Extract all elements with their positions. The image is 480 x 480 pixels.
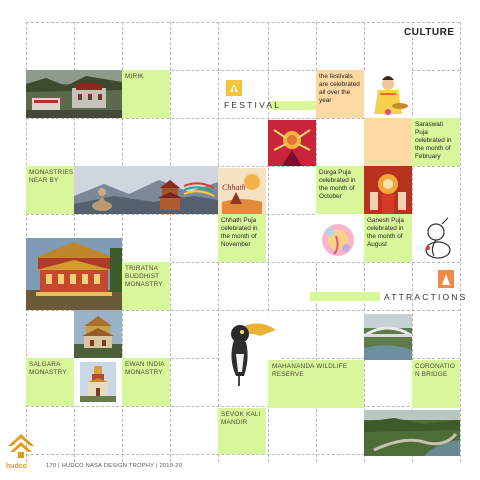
ganesh-label: Ganesh Puja celebrated in the month of August (364, 214, 412, 262)
attractions-icon (438, 270, 454, 288)
hudco-logo (6, 432, 36, 470)
triratna-photo (26, 238, 122, 310)
chhath-label: Chhath Puja celebrated in the month of November (218, 214, 266, 262)
monasteries-label: MONASTRIES NEAR BY (26, 166, 74, 214)
mahananda-label: MAHANANDA WILDLIFE RESERVE (268, 360, 364, 408)
hudco-logo-text: hudco (6, 463, 27, 470)
monasteries-photo (74, 166, 218, 214)
chhath-art-text: Chhath (222, 183, 246, 192)
ewan-photo (74, 358, 122, 406)
festival-heading: FESTIVAL (224, 100, 282, 110)
attractions-heading: ATTRACTIONS (384, 292, 468, 302)
durga-art (268, 120, 316, 166)
attractions-bar (310, 292, 380, 301)
saraswati-label: Saraswati Puja celebrated in the month of February (412, 118, 460, 166)
footer-text: 170 | HUDCO NASA DESIGN TROPHY | 2019-20 (46, 463, 183, 469)
peach-block (364, 118, 412, 166)
coronation-bridge-photo (364, 314, 412, 360)
coronation-label: CORONATIO N BRIDGE (412, 360, 460, 408)
salgara-label: SALGARA MONASTRY (26, 358, 74, 406)
festival-intro: the festivals are celebrated all over the year (316, 70, 364, 118)
page-title: CULTURE (404, 27, 455, 38)
sevok-landscape-photo (364, 410, 460, 456)
durga-label: Durga Puja celebrated in the month of October (316, 166, 364, 214)
durga-idol-photo (364, 166, 412, 214)
chhath-art (218, 168, 266, 214)
triratna-label: TRIRATNA BUDDHIST MONASTRY (122, 262, 170, 310)
saraswati-art (364, 70, 412, 118)
ganesh-art-color (316, 214, 364, 262)
ewan-label: EWAN INDIA MONASTRY (122, 358, 170, 406)
ganesh-sketch (412, 214, 460, 262)
festival-icon (226, 80, 242, 96)
sevok-label: SEVOK KALI MANDIR (218, 408, 266, 454)
mirik-photo (26, 70, 122, 118)
salgara-photo (74, 310, 122, 358)
mirik-label: MIRIK (122, 70, 170, 118)
